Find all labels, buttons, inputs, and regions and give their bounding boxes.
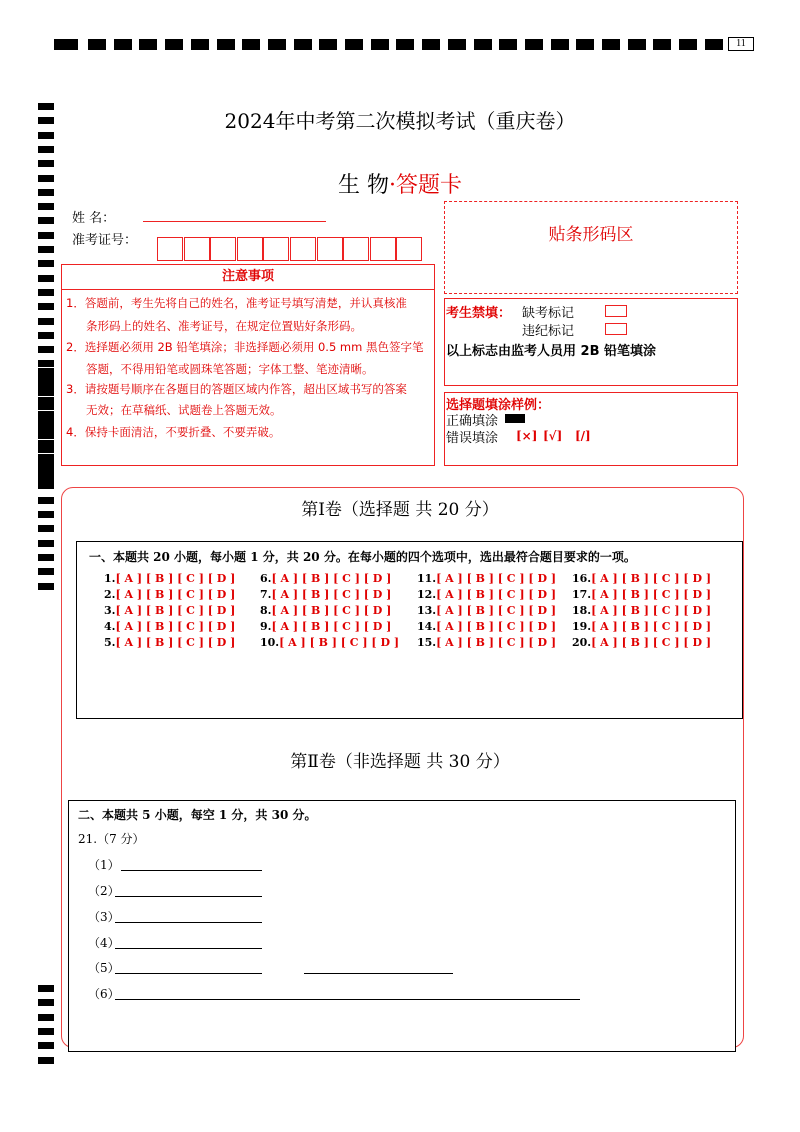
notice-line-2: 条形码上的姓名、准考证号，在规定位置贴好条形码。 [86, 319, 362, 333]
timing-mark [38, 440, 54, 447]
absent-mark-box[interactable] [605, 305, 627, 317]
timing-mark [602, 39, 620, 50]
mcq-options[interactable]: [ A ] [ B ] [ C ] [ D ] [279, 636, 400, 649]
timing-mark [38, 1014, 54, 1021]
notice-line-5: 3．请按题号顺序在各题目的答题区域内作答，超出区域书写的答案 [66, 382, 407, 396]
timing-mark [551, 39, 569, 50]
timing-mark [38, 475, 54, 482]
subject-card-label: ·答题卡 [389, 173, 462, 198]
q21-sub5-label: （5） [88, 961, 120, 975]
timing-mark [38, 332, 54, 339]
timing-mark [499, 39, 517, 50]
timing-mark [679, 39, 697, 50]
violation-label: 违纪标记 [522, 324, 575, 339]
timing-mark [88, 39, 106, 50]
timing-mark [422, 39, 440, 50]
mcq-question-15[interactable] [417, 636, 556, 649]
mcq-question-10[interactable] [260, 636, 399, 649]
timing-mark [38, 482, 54, 489]
timing-mark [38, 999, 54, 1006]
mcq-question-14[interactable] [417, 620, 556, 633]
timing-mark [38, 525, 54, 532]
exam-id-digit-cell[interactable] [237, 237, 263, 261]
timing-mark [38, 318, 54, 325]
mcq-question-5[interactable] [104, 636, 235, 649]
timing-mark [371, 39, 389, 50]
timing-mark [38, 418, 54, 425]
mcq-number: 14. [417, 620, 437, 633]
timing-mark [705, 39, 723, 50]
mcq-number: 8. [260, 604, 272, 617]
timing-mark [139, 39, 157, 50]
mcq-number: 7. [260, 588, 272, 601]
timing-mark [38, 985, 54, 992]
timing-mark [38, 1057, 54, 1064]
timing-mark [38, 554, 54, 561]
barcode-area [444, 201, 738, 294]
mcq-number: 13. [417, 604, 437, 617]
mcq-number: 20. [572, 636, 592, 649]
timing-mark [38, 289, 54, 296]
exam-title: 2024年中考第二次模拟考试（重庆卷） [224, 109, 576, 133]
mcq-number: 9. [260, 620, 272, 633]
mcq-question-7[interactable] [260, 588, 391, 601]
timing-mark [474, 39, 492, 50]
timing-mark [576, 39, 594, 50]
q21-sub1-label: （1） [88, 858, 120, 872]
timing-mark [448, 39, 466, 50]
timing-mark [38, 203, 54, 210]
part2-title: 第Ⅱ卷（非选择题 共 30 分） [290, 752, 510, 772]
timing-mark [38, 275, 54, 282]
mcq-question-6[interactable] [260, 572, 391, 585]
q21-label: 21.（7 分） [78, 832, 145, 846]
mcq-question-19[interactable] [572, 620, 711, 633]
notice-title-box [61, 264, 435, 290]
prohibit-note: 以上标志由监考人员用 2B 铅笔填涂 [446, 344, 657, 359]
timing-mark [191, 39, 209, 50]
timing-mark [396, 39, 414, 50]
timing-mark [38, 217, 54, 224]
notice-line-6: 无效；在草稿纸、试题卷上答题无效。 [86, 403, 282, 417]
timing-mark [38, 540, 54, 547]
page-number-box [728, 37, 754, 51]
mcq-options[interactable]: [ A ] [ B ] [ C ] [ D ] [436, 604, 557, 617]
mcq-options[interactable]: [ A ] [ B ] [ C ] [ D ] [591, 604, 712, 617]
part1-instruction: 一、本题共 20 小题，每小题 1 分，共 20 分。在每小题的四个选项中，选出最符合题目要求的一项。 [89, 550, 636, 564]
mcq-question-16[interactable] [572, 572, 711, 585]
timing-mark [38, 461, 54, 468]
timing-mark [525, 39, 543, 50]
mcq-number: 12. [417, 588, 437, 601]
timing-mark [38, 583, 54, 590]
mcq-number: 17. [572, 588, 592, 601]
q21-sub1-answer-line[interactable] [121, 870, 262, 871]
timing-mark [38, 232, 54, 239]
part2-box [68, 800, 736, 1052]
notice-line-3: 2．选择题必须用 2B 铅笔填涂；非选择题必须用 0.5 mm 黑色签字笔 [66, 340, 424, 354]
mcq-options[interactable]: [ A ] [ B ] [ C ] [ D ] [436, 588, 557, 601]
mcq-options[interactable]: [ A ] [ B ] [ C ] [ D ] [115, 636, 236, 649]
timing-mark [114, 39, 132, 50]
timing-mark [38, 260, 54, 267]
mcq-number: 1. [104, 572, 116, 585]
timing-mark [38, 382, 54, 389]
mcq-number: 19. [572, 620, 592, 633]
exam-id-digit-cell[interactable] [157, 237, 183, 261]
timing-mark [38, 368, 54, 375]
mcq-question-18[interactable] [572, 604, 711, 617]
wrong-mark-check: [√] [543, 429, 563, 443]
wrong-fill-label: 错误填涂 [446, 431, 499, 446]
timing-mark [268, 39, 286, 50]
mcq-options[interactable]: [ A ] [ B ] [ C ] [ D ] [591, 588, 712, 601]
timing-mark [38, 403, 54, 410]
mcq-number: 11. [417, 572, 437, 585]
mcq-options[interactable]: [ A ] [ B ] [ C ] [ D ] [271, 572, 392, 585]
q21-sub5-answer-line-b[interactable] [304, 973, 453, 974]
timing-mark [345, 39, 363, 50]
exam-id-digit-cell[interactable] [210, 237, 236, 261]
mcq-options[interactable]: [ A ] [ B ] [ C ] [ D ] [271, 604, 392, 617]
timing-mark [38, 397, 54, 404]
mcq-number: 5. [104, 636, 116, 649]
part2-instruction: 二、本题共 5 小题，每空 1 分，共 30 分。 [78, 808, 317, 822]
notice-title: 注意事项 [221, 269, 274, 284]
subject-name: 生 物 [338, 173, 389, 198]
q21-sub6-label: （6） [88, 987, 120, 1001]
mcq-question-11[interactable] [417, 572, 556, 585]
mcq-number: 2. [104, 588, 116, 601]
timing-mark [38, 389, 54, 396]
mcq-number: 4. [104, 620, 116, 633]
mcq-question-13[interactable] [417, 604, 556, 617]
mcq-options[interactable]: [ A ] [ B ] [ C ] [ D ] [115, 620, 236, 633]
exam-id-digit-cell[interactable] [317, 237, 343, 261]
mcq-question-3[interactable] [104, 604, 235, 617]
mcq-number: 16. [572, 572, 592, 585]
timing-mark [38, 346, 54, 353]
mcq-options[interactable]: [ A ] [ B ] [ C ] [ D ] [115, 604, 236, 617]
timing-mark [217, 39, 235, 50]
timing-mark [628, 39, 646, 50]
timing-mark [38, 454, 54, 461]
timing-mark [294, 39, 312, 50]
q21-sub6-answer-line[interactable] [115, 999, 580, 1000]
correct-fill-mark [505, 414, 525, 423]
timing-mark [242, 39, 260, 50]
mcq-options[interactable]: [ A ] [ B ] [ C ] [ D ] [436, 636, 557, 649]
mcq-number: 15. [417, 636, 437, 649]
q21-sub2-label: （2） [88, 884, 120, 898]
timing-mark [38, 432, 54, 439]
part1-title: 第Ⅰ卷（选择题 共 20 分） [301, 500, 499, 520]
q21-sub4-label: （4） [88, 936, 120, 950]
mcq-question-4[interactable] [104, 620, 235, 633]
notice-line-1: 1．答题前，考生先将自己的姓名，准考证号填写清楚，并认真核准 [66, 296, 407, 310]
mcq-options[interactable]: [ A ] [ B ] [ C ] [ D ] [271, 620, 392, 633]
mcq-question-12[interactable] [417, 588, 556, 601]
q21-sub5-answer-line-a[interactable] [115, 973, 262, 974]
mcq-options[interactable]: [ A ] [ B ] [ C ] [ D ] [271, 588, 392, 601]
wrong-mark-cross: [×] [516, 429, 538, 443]
mcq-options[interactable]: [ A ] [ B ] [ C ] [ D ] [591, 572, 712, 585]
mcq-number: 10. [260, 636, 280, 649]
q21-sub3-label: （3） [88, 910, 120, 924]
mcq-question-2[interactable] [104, 588, 235, 601]
timing-mark [38, 1028, 54, 1035]
mcq-options[interactable]: [ A ] [ B ] [ C ] [ D ] [591, 636, 712, 649]
timing-mark [653, 39, 671, 50]
correct-fill-label: 正确填涂 [446, 414, 499, 429]
timing-mark [319, 39, 337, 50]
mcq-number: 3. [104, 604, 116, 617]
mcq-number: 6. [260, 572, 272, 585]
timing-mark [38, 1042, 54, 1049]
timing-mark [38, 468, 54, 475]
name-label: 姓 名： [72, 211, 116, 226]
mcq-options[interactable]: [ A ] [ B ] [ C ] [ D ] [591, 620, 712, 633]
name-input-line[interactable] [143, 221, 326, 222]
exam-id-digit-cell[interactable] [343, 237, 369, 261]
mcq-question-1[interactable] [104, 572, 235, 585]
subject-title [0, 168, 800, 199]
exam-id-digit-cell[interactable] [290, 237, 316, 261]
prohibit-label: 考生禁填： [446, 306, 512, 321]
timing-mark [38, 425, 54, 432]
timing-mark [38, 146, 54, 153]
absent-label: 缺考标记 [522, 306, 575, 321]
mcq-question-8[interactable] [260, 604, 391, 617]
timing-mark [38, 568, 54, 575]
mcq-options[interactable]: [ A ] [ B ] [ C ] [ D ] [436, 572, 557, 585]
fill-sample-title: 选择题填涂样例： [446, 398, 551, 413]
notice-line-4: 答题，不得用铅笔或圆珠笔答题；字体工整、笔迹清晰。 [86, 362, 374, 376]
wrong-mark-slash: [/] [575, 429, 591, 443]
timing-mark [165, 39, 183, 50]
timing-mark [38, 375, 54, 382]
mcq-number: 18. [572, 604, 592, 617]
exam-id-digit-cell[interactable] [370, 237, 396, 261]
mcq-question-9[interactable] [260, 620, 391, 633]
mcq-question-17[interactable] [572, 588, 711, 601]
exam-id-digit-cell[interactable] [184, 237, 210, 261]
exam-id-digit-cell[interactable] [263, 237, 289, 261]
timing-mark [54, 39, 78, 50]
exam-id-label: 准考证号： [72, 233, 138, 248]
timing-mark [38, 246, 54, 253]
mcq-question-20[interactable] [572, 636, 711, 649]
mcq-options[interactable]: [ A ] [ B ] [ C ] [ D ] [115, 588, 236, 601]
q21-sub4-answer-line[interactable] [115, 948, 262, 949]
timing-mark [38, 446, 54, 453]
timing-mark [38, 160, 54, 167]
notice-line-7: 4．保持卡面清洁，不要折叠、不要弄破。 [66, 425, 281, 439]
mcq-options[interactable]: [ A ] [ B ] [ C ] [ D ] [436, 620, 557, 633]
q21-sub3-answer-line[interactable] [115, 922, 262, 923]
timing-mark [38, 303, 54, 310]
timing-mark [38, 360, 54, 367]
exam-id-digit-cell[interactable] [396, 237, 422, 261]
barcode-label: 贴条形码区 [548, 225, 634, 245]
mcq-options[interactable]: [ A ] [ B ] [ C ] [ D ] [115, 572, 236, 585]
timing-mark [38, 411, 54, 418]
page-number: 11 [736, 38, 746, 49]
q21-sub2-answer-line[interactable] [115, 896, 262, 897]
violation-mark-box[interactable] [605, 323, 627, 335]
